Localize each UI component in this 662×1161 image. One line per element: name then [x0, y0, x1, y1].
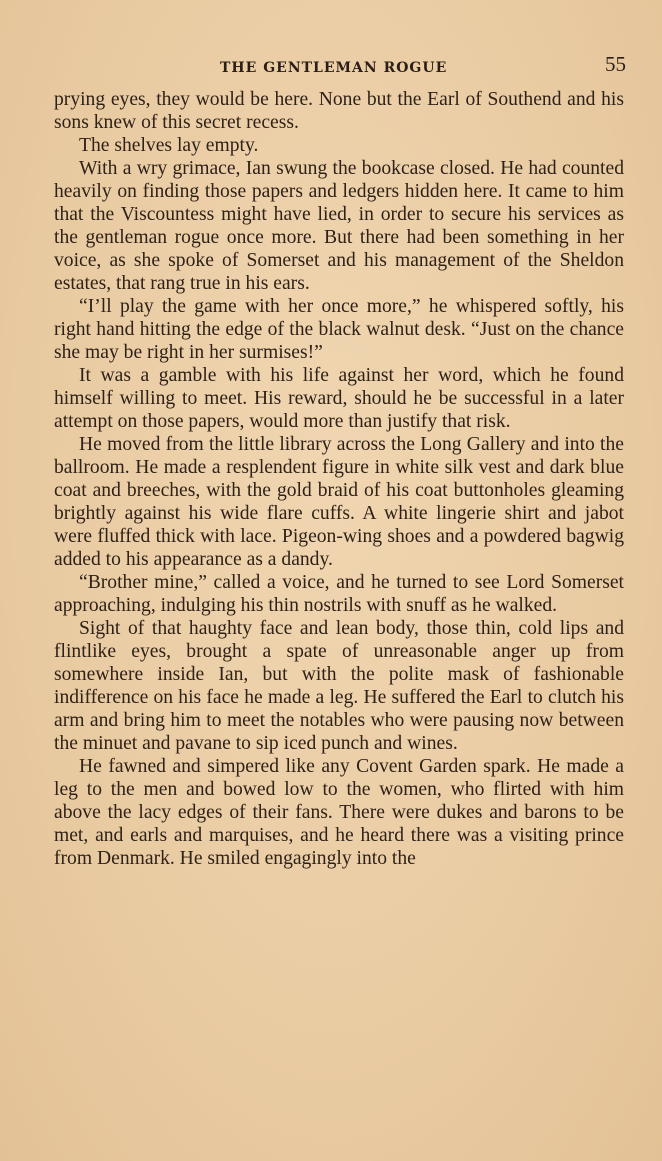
paragraph: He fawned and simpered like any Covent Garden spark. He made a leg to the men and bowed low to the women, who flirted with him above the lacy edges of their fans. There were dukes and barons to be met, and earls and marquises, and he heard there was a visiting prince from Denmark. He smiled engagingly into the: [54, 756, 624, 869]
paragraph: Sight of that haughty face and lean body, those thin, cold lips and flintlike eyes, brought a spate of unreasonable anger up from somewhere inside Ian, but with the polite mask of fashionable indifference on his face he made a leg. He suffered the Earl to clutch his arm and bring him to meet the notables who were pausing now between the minuet and pavane to sip iced punch and wines.: [54, 618, 624, 754]
body-text: [54, 88, 624, 870]
running-head: [52, 52, 626, 82]
paragraph: With a wry grimace, Ian swung the bookcase closed. He had counted heavily on finding those papers and ledgers hidden here. It came to him that the Viscountess might have lied, in order to secure his services as the gentleman rogue once more. But there had been something in her voice, as she spoke of Somerset and his management of the Sheldon estates, that rang true in his ears.: [54, 158, 624, 294]
paragraph: He moved from the little library across the Long Gallery and into the ballroom. He made a resplendent figure in white silk vest and dark blue coat and breeches, with the gold braid of his coat buttonholes gleaming brightly against his wide flare cuffs. A white lingerie shirt and jabot were fluffed thick with lace. Pigeon-wing shoes and a powdered bagwig added to his appearance as a dandy.: [54, 434, 624, 570]
paragraph-continued: prying eyes, they would be here. None but the Earl of Southend and his sons knew of this secret recess.: [54, 89, 624, 133]
page-number: 55: [605, 52, 626, 76]
running-title: THE GENTLEMAN ROGUE: [220, 60, 448, 76]
paragraph: “I’ll play the game with her once more,” he whispered softly, his right hand hitting the edge of the black walnut desk. “Just on the chance she may be right in her surmises!”: [54, 296, 624, 363]
paragraph: “Brother mine,” called a voice, and he turned to see Lord Somerset approaching, indulging his thin nostrils with snuff as he walked.: [54, 572, 624, 616]
paragraph: The shelves lay empty.: [79, 135, 259, 156]
paragraph: It was a gamble with his life against her word, which he found himself willing to meet. His reward, should he be successful in a later attempt on those papers, would more than justify that risk.: [54, 365, 624, 432]
